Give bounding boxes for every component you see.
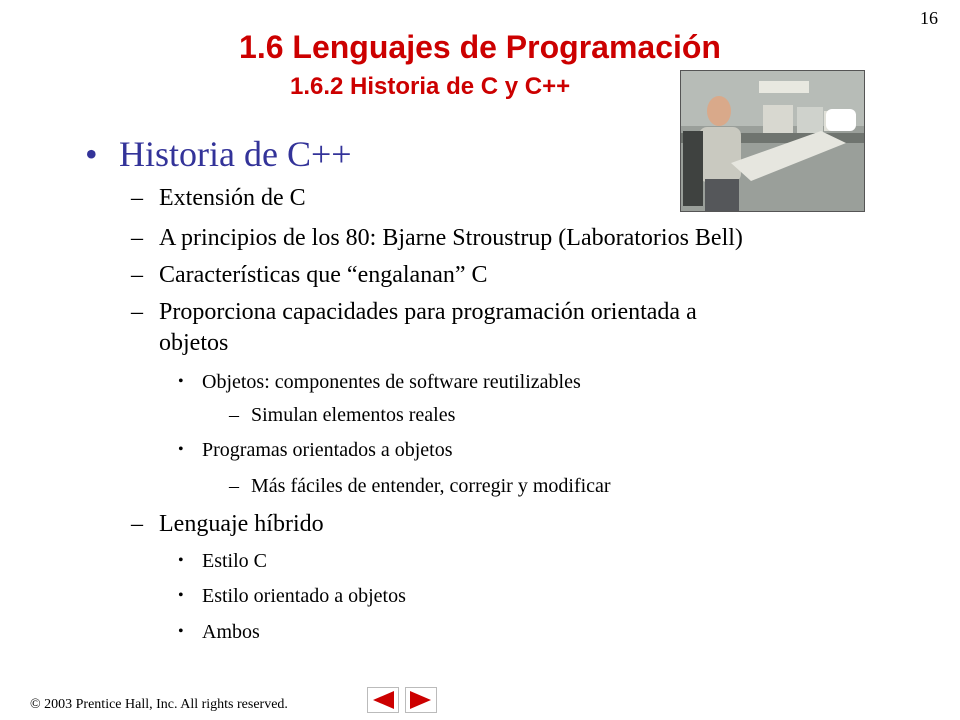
bullet-marker: • bbox=[178, 441, 184, 458]
list-item-text: Simulan elementos reales bbox=[251, 404, 456, 426]
bjarne-stroustrup-photo bbox=[680, 70, 865, 212]
main-bullet-text: Historia de C++ bbox=[119, 134, 352, 174]
list-item-text: Características que “engalanan” C bbox=[159, 262, 488, 288]
right-arrow-icon bbox=[406, 688, 436, 712]
bullet-marker: • bbox=[178, 552, 184, 569]
previous-slide-button[interactable] bbox=[367, 687, 399, 713]
list-item-text: Programas orientados a objetos bbox=[202, 439, 453, 461]
list-item-text: Más fáciles de entender, corregir y modificar bbox=[251, 475, 611, 497]
bullet-marker: • bbox=[178, 623, 184, 640]
dash-marker: – bbox=[131, 299, 143, 325]
bullet-marker: • bbox=[178, 587, 184, 604]
copyright-text: 2003 Prentice Hall, Inc. All rights reserved. bbox=[44, 697, 288, 712]
list-item-text: Estilo orientado a objetos bbox=[202, 585, 406, 607]
list-item-text: Estilo C bbox=[202, 550, 268, 572]
next-slide-button[interactable] bbox=[405, 687, 437, 713]
copyright-footer bbox=[30, 696, 288, 714]
dash-marker: – bbox=[131, 511, 143, 537]
list-item-text: Objetos: componentes de software reutilizables bbox=[202, 371, 581, 393]
list-item-text: Proporciona capacidades para programación orientada a bbox=[159, 299, 697, 325]
bullet-marker: • bbox=[85, 134, 98, 174]
slide-subtitle: 1.6.2 Historia de C y C++ bbox=[290, 73, 571, 100]
dash-marker: – bbox=[229, 475, 239, 497]
copyright-symbol: © bbox=[30, 697, 41, 712]
bullet-marker: • bbox=[178, 373, 184, 390]
dash-marker: – bbox=[229, 404, 239, 426]
dash-marker: – bbox=[131, 185, 143, 211]
left-arrow-icon bbox=[368, 688, 398, 712]
list-item-text: Extensión de C bbox=[159, 185, 306, 211]
list-item-text: objetos bbox=[159, 330, 229, 356]
list-item-text: Ambos bbox=[202, 621, 260, 643]
dash-marker: – bbox=[131, 262, 143, 288]
list-item-text: A principios de los 80: Bjarne Stroustrup (Laboratorios Bell) bbox=[159, 225, 743, 251]
dash-marker: – bbox=[131, 225, 143, 251]
slide-title: 1.6 Lenguajes de Programación bbox=[239, 29, 721, 65]
page-number: 16 bbox=[920, 8, 938, 28]
list-item-text: Lenguaje híbrido bbox=[159, 511, 324, 537]
